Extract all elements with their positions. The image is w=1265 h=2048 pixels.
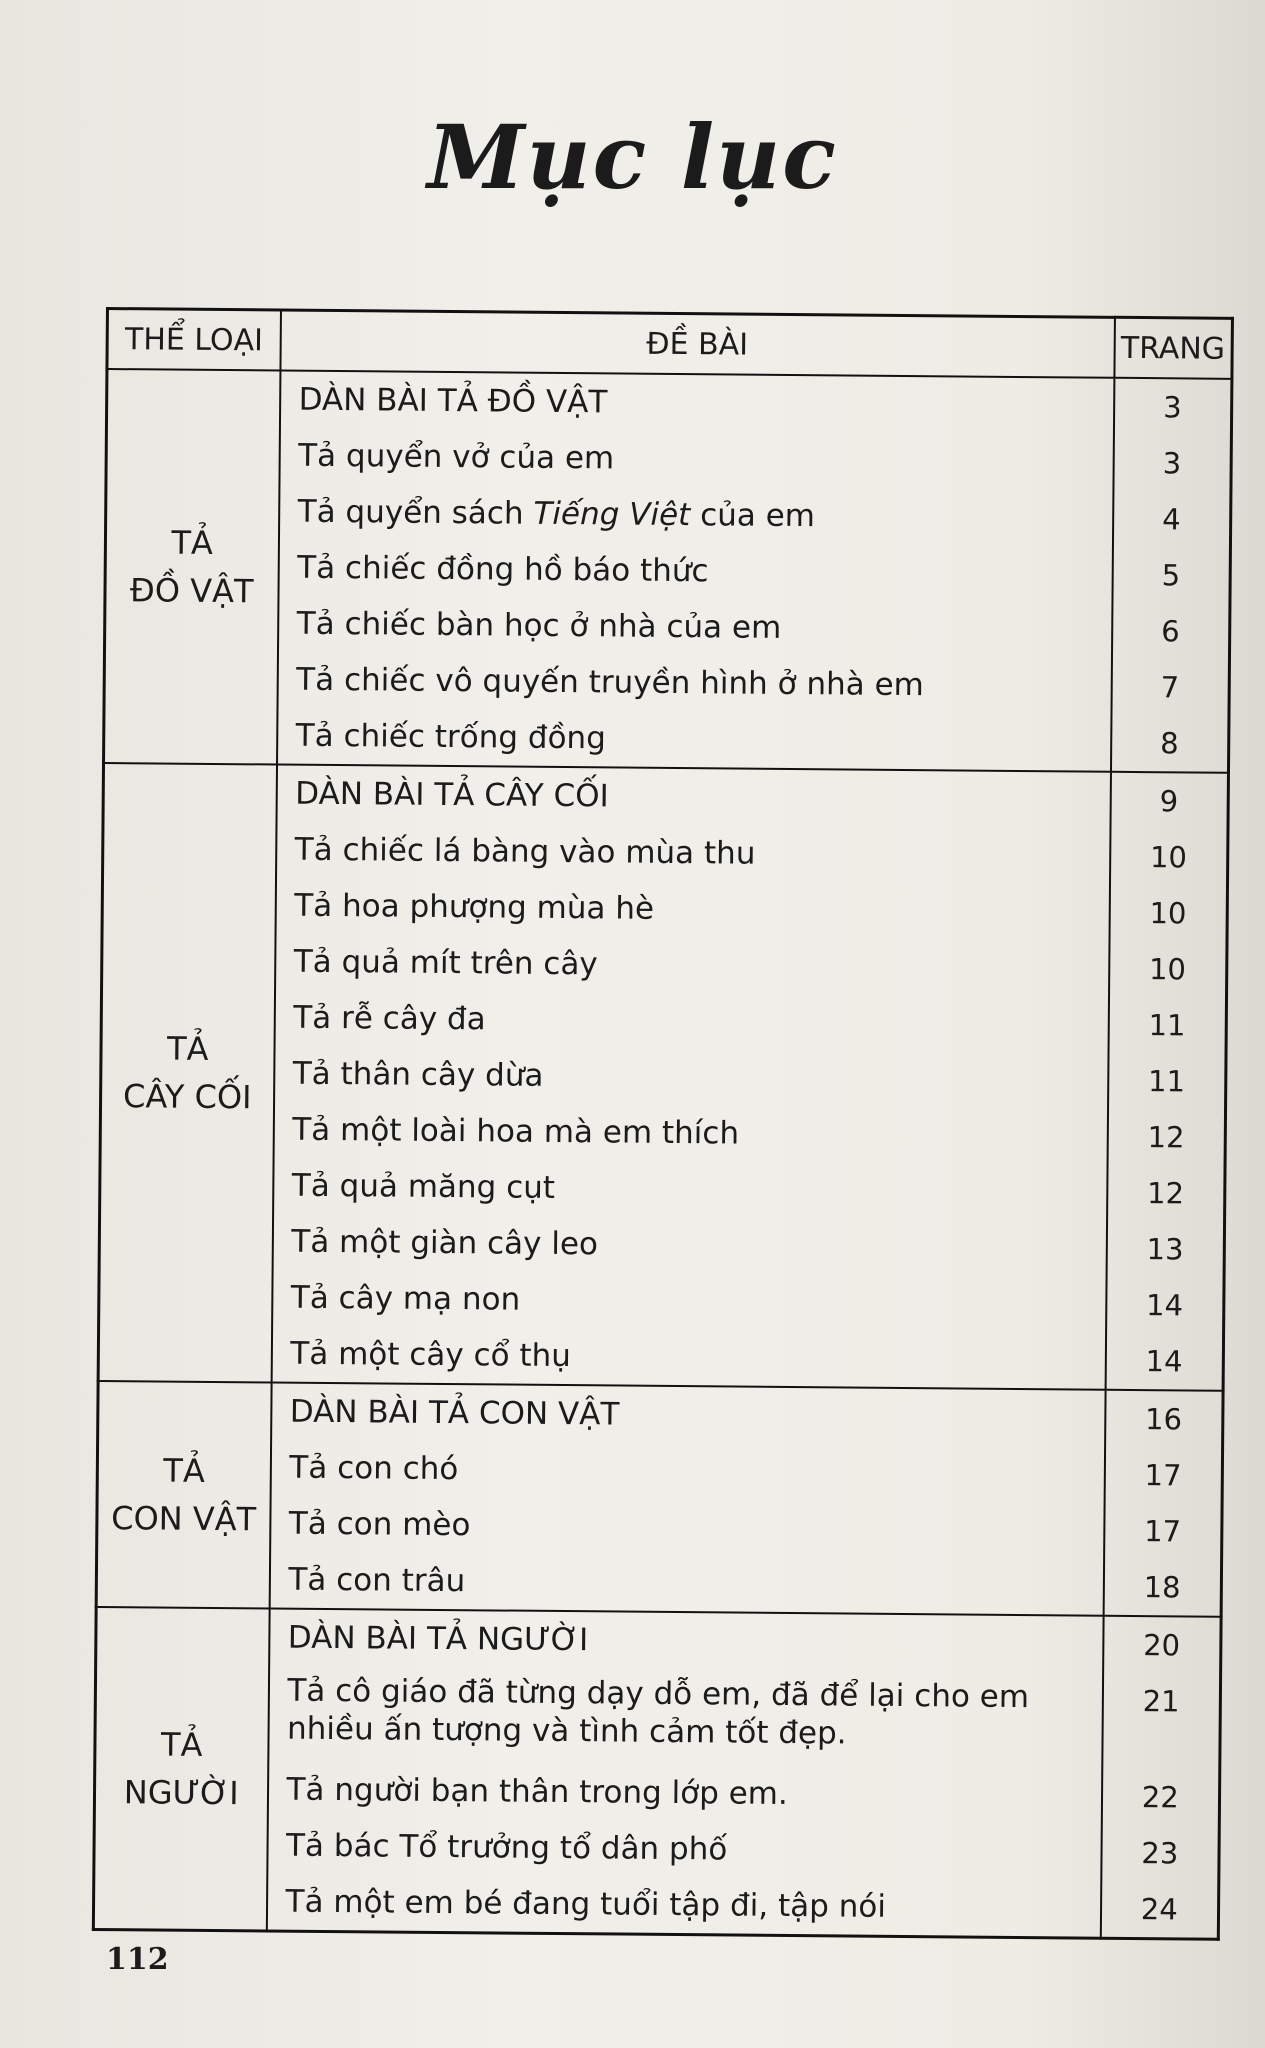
genre-cell (93, 1607, 269, 1931)
page-ref: 11 (1148, 1008, 1186, 1043)
genre-label: ĐỒ VẬT (129, 571, 254, 611)
page-ref: 6 (1161, 614, 1180, 649)
section-nguoi (93, 1607, 1221, 1939)
page-ref: 14 (1145, 1288, 1184, 1323)
topic-heading: DÀN BÀI TẢ ĐỒ VẬT (298, 381, 608, 421)
page-ref: 9 (1159, 784, 1179, 819)
section-con-vat (96, 1381, 1223, 1617)
section-cay-coi (98, 763, 1228, 1391)
table-of-contents (92, 307, 1234, 1941)
topic-item: Tả một cây cổ thụ (290, 1335, 572, 1375)
topic-list (277, 371, 1114, 772)
topic-list (266, 1608, 1103, 1938)
genre-label: TẢ (166, 1029, 209, 1068)
topic-item: Tả thân cây dừa (292, 1055, 544, 1094)
topic-item: Tả một em bé đang tuổi tập đi, tập nói (285, 1883, 887, 1925)
page-list (1103, 1390, 1223, 1617)
genre-label: TẢ (171, 523, 214, 562)
topic-item: Tả người bạn thân trong lớp em. (286, 1771, 788, 1813)
header-genre: THỂ LOẠI (107, 309, 281, 371)
genre-label: CÂY CỐI (122, 1077, 252, 1117)
topic-item: Tả quả mít trên cây (293, 943, 598, 983)
page-ref: 14 (1145, 1344, 1183, 1379)
page-ref: 17 (1144, 1458, 1182, 1493)
page-ref: 21 (1142, 1684, 1180, 1719)
page-list (1105, 772, 1228, 1391)
topic-list (269, 1382, 1105, 1615)
topic-item: Tả cây mạ non (290, 1279, 521, 1318)
header-topic: ĐỀ BÀI (280, 310, 1114, 378)
page-list (1110, 378, 1231, 773)
topic-item: Tả hoa phượng mùa hè (294, 887, 655, 927)
page-ref: 24 (1140, 1892, 1178, 1927)
topic-item: Tả con mèo (288, 1505, 471, 1544)
topic-text: của em (690, 497, 816, 535)
topic-heading: DÀN BÀI TẢ CON VẬT (289, 1393, 620, 1433)
page-ref: 23 (1141, 1836, 1179, 1871)
genre-cell (96, 1381, 271, 1609)
page-ref: 3 (1163, 390, 1182, 425)
topic-item: Tả chiếc đồng hồ báo thức (297, 549, 709, 590)
page-ref: 7 (1160, 670, 1180, 705)
topic-item: Tả con trâu (288, 1561, 466, 1600)
page-ref: 18 (1143, 1570, 1181, 1605)
topic-item: Tả chiếc trống đồng (295, 717, 606, 757)
topic-item: Tả bác Tổ trưởng tổ dân phố (285, 1827, 728, 1868)
header-row (107, 309, 1232, 379)
section-do-vat (104, 369, 1232, 773)
topic-item: Tả một loài hoa mà em thích (292, 1111, 740, 1152)
topic-item: Tả quyển vở của em (298, 437, 615, 477)
topic-item: Tả rễ cây đa (293, 999, 486, 1038)
genre-label: TẢ (163, 1451, 205, 1490)
genre-label: NGƯỜI (123, 1773, 239, 1813)
topic-item: Tả chiếc vô quyến truyền hình ở nhà em (296, 661, 924, 704)
genre-label: CON VẬT (111, 1499, 257, 1539)
page-ref: 20 (1143, 1628, 1181, 1663)
book-title-italic: Tiếng Việt (533, 495, 691, 534)
topic-item: Tả chiếc lá bàng vào mùa thu (294, 831, 756, 872)
page-ref: 10 (1149, 840, 1188, 875)
page-ref: 16 (1144, 1402, 1183, 1437)
topic-heading: DÀN BÀI TẢ CÂY CỐI (295, 775, 609, 815)
page-title: Mục lục (427, 105, 838, 209)
topic-heading: DÀN BÀI TẢ NGƯỜI (287, 1619, 589, 1659)
topic-item: Tả cô giáo đã từng dạy dỗ em, đã để lại cho em nhiều ấn tượng và tình cảm tốt đẹp. (286, 1672, 1030, 1752)
page-ref: 10 (1149, 896, 1187, 931)
genre-cell (104, 369, 280, 764)
page-ref: 17 (1144, 1514, 1182, 1549)
topic-item: Tả chiếc bàn học ở nhà của em (296, 605, 782, 646)
topic-item: Tả con chó (289, 1449, 459, 1488)
header-page: TRANG (1114, 317, 1233, 379)
page-list (1100, 1616, 1221, 1940)
page-ref: 4 (1162, 502, 1181, 537)
page-ref: 12 (1146, 1176, 1185, 1211)
topic-item: Tả quả măng cụt (291, 1167, 556, 1206)
page-ref: 8 (1160, 726, 1179, 761)
page-ref: 10 (1148, 952, 1187, 987)
genre-cell (98, 763, 276, 1382)
topic-text: Tả quyển sách (297, 493, 534, 532)
page-ref: 11 (1147, 1064, 1186, 1099)
page-ref: 5 (1161, 558, 1181, 593)
topic-item: Tả một giàn cây leo (291, 1223, 599, 1263)
page-ref: 13 (1146, 1232, 1184, 1267)
topic-list (271, 765, 1110, 1390)
page-ref: 12 (1147, 1120, 1185, 1155)
page-ref: 22 (1141, 1780, 1179, 1815)
genre-label: TẢ (160, 1725, 203, 1764)
topic-item (279, 484, 1111, 547)
page-ref: 3 (1162, 446, 1182, 481)
page-number: 112 (106, 1942, 169, 1977)
